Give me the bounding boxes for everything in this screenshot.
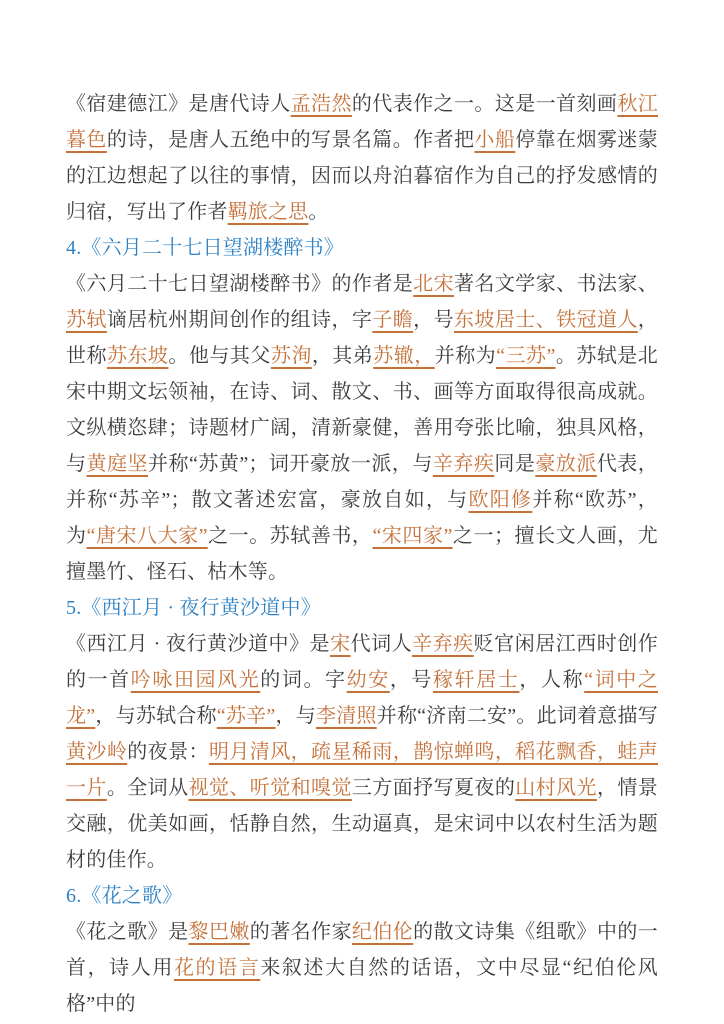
text-run: 著名文学家、书法家、 <box>454 273 659 295</box>
paragraph <box>66 914 658 1022</box>
text-run: ，情景交融，优美如画，恬静自然，生动逼真，是宋词中以农村生活为题材的佳作。 <box>66 777 658 871</box>
highlighted-term: 豪放派 <box>535 453 597 475</box>
highlighted-term: 秋江暮色 <box>66 93 658 151</box>
text-run: 并称“欧苏”，为 <box>66 489 658 547</box>
highlighted-term: 苏辙， <box>373 345 435 367</box>
text-run: 《六月二十七日望湖楼醉书》的作者是 <box>66 273 414 295</box>
highlighted-term: 苏轼 <box>66 309 107 331</box>
highlighted-term: 视觉、听觉和嗅觉 <box>188 777 352 799</box>
text-run: 的代表作之一。这是一首刻画 <box>351 93 618 115</box>
text-run: ，与 <box>275 705 316 727</box>
highlighted-term: 黎巴嫩 <box>188 921 250 943</box>
text-run: 的词。字 <box>260 669 347 691</box>
highlighted-term: “词中之龙” <box>66 669 658 727</box>
text-run: 来叙述大自然的话语，文中尽显“纪伯伦风格”中的 <box>66 957 658 1015</box>
highlighted-term: 孟浩然 <box>290 93 352 115</box>
highlighted-term: 明月清风，疏星稀雨，鹊惊蝉鸣，稻花飘香，蛙声一片 <box>66 741 658 799</box>
highlighted-term: 辛弃疾 <box>432 453 495 475</box>
highlighted-term: 宋 <box>330 633 351 655</box>
highlighted-term: 纪伯伦 <box>351 921 414 943</box>
highlighted-term: 欧阳修 <box>468 489 533 511</box>
text-run: 并称“苏黄”；词开豪放一派，与 <box>147 453 433 475</box>
highlighted-term: 稼轩居士 <box>433 669 520 691</box>
highlighted-term: 吟咏田园风光 <box>130 669 261 691</box>
highlighted-term: “宋四家” <box>372 525 453 547</box>
highlighted-term: 北宋 <box>413 273 455 295</box>
section-heading: 5.《西江月 · 夜行黄沙道中》 <box>66 597 321 619</box>
highlighted-term: 苏洵 <box>270 345 312 367</box>
text-run: 贬官闲居江西时创作的一首 <box>66 633 658 691</box>
highlighted-term: 山村风光 <box>515 777 597 799</box>
section-heading: 6.《花之歌》 <box>66 885 183 907</box>
text-run: ，其弟 <box>311 345 374 367</box>
text-run: 并称“济南二安”。此词着意描写 <box>376 705 658 727</box>
text-run: 之一；擅长文人画，尤擅墨竹、怪石、枯木等。 <box>66 525 658 583</box>
highlighted-term: “苏辛” <box>216 705 276 727</box>
highlighted-term: 苏东坡 <box>106 345 169 367</box>
highlighted-term: 黄沙岭 <box>66 741 128 763</box>
text-run: 并称为 <box>434 345 497 367</box>
text-run: 《花之歌》是 <box>66 921 189 943</box>
text-run: 的散文诗集《组歌》中的一首，诗人用 <box>66 921 658 979</box>
text-run: ，号 <box>389 669 434 691</box>
highlighted-term: “唐宋八大家” <box>86 525 208 547</box>
text-run: 。 <box>308 201 329 223</box>
text-run: 。苏轼是北宋中期文坛领袖，在诗、词、散文、书、画等方面取得很高成就。文纵横恣肆；诗题材广阔，清新豪健，善用夸张比喻，独具风格，与 <box>66 345 658 475</box>
text-run: ，人称 <box>519 669 585 691</box>
text-run: 同是 <box>494 453 536 475</box>
highlighted-term: “三苏” <box>496 345 556 367</box>
text-run: 代词人 <box>350 633 413 655</box>
text-run: ，号 <box>413 309 454 331</box>
text-run: 的著名作家 <box>249 921 352 943</box>
text-run: 代表，并称“苏辛”；散文著述宏富，豪放自如，与 <box>66 453 658 511</box>
highlighted-term: 花的语言 <box>173 957 261 979</box>
paragraph <box>66 266 658 590</box>
highlighted-term: 黄庭坚 <box>86 453 148 475</box>
highlighted-term: 东坡居士、铁冠道人 <box>454 309 638 331</box>
text-run: 。他与其父 <box>168 345 271 367</box>
document-content <box>66 86 658 1022</box>
highlighted-term: 羁旅之思 <box>227 201 309 223</box>
text-run: 《西江月 · 夜行黄沙道中》是 <box>66 633 331 655</box>
text-run: 《宿建德江》是唐代诗人 <box>66 93 291 115</box>
highlighted-term: 子瞻 <box>372 309 414 331</box>
highlighted-term: 李清照 <box>315 705 377 727</box>
text-run: 谪居杭州期间创作的组诗，字 <box>106 309 373 331</box>
text-run: 停靠在烟雾迷蒙的江边想起了以往的事情，因而以舟泊暮宿作为自己的抒发感情的归宿，写出了作者 <box>66 129 658 223</box>
text-run: ，世称 <box>66 309 658 367</box>
highlighted-term: 幼安 <box>346 669 390 691</box>
text-run: 的诗，是唐人五绝中的写景名篇。作者把 <box>106 129 475 151</box>
section-heading: 4.《六月二十七日望湖楼醉书》 <box>66 237 344 259</box>
text-run: 。全词从 <box>106 777 189 799</box>
highlighted-term: 小船 <box>474 129 516 151</box>
text-run: 的夜景： <box>127 741 209 763</box>
highlighted-term: 辛弃疾 <box>412 633 474 655</box>
text-run: ，与苏轼合称 <box>95 705 217 727</box>
text-run: 之一。苏轼善书， <box>207 525 373 547</box>
text-run: 三方面抒写夏夜的 <box>351 777 516 799</box>
paragraph <box>66 626 658 878</box>
paragraph <box>66 86 658 230</box>
